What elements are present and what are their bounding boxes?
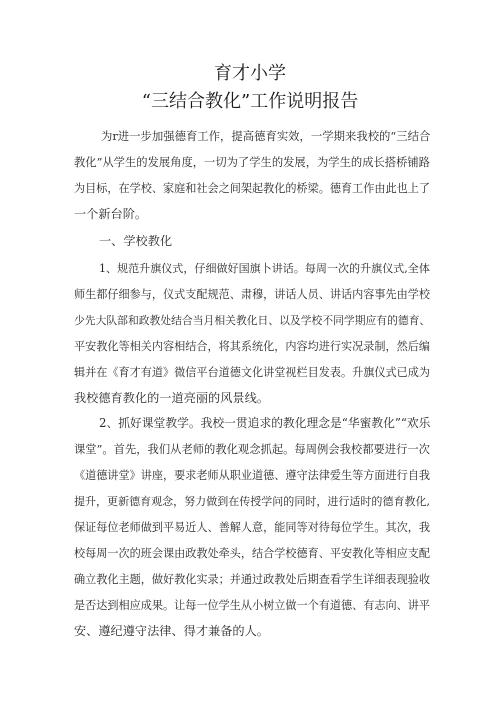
item2-line-9: 安、遵纪遵守法律、得才兼备的人。 xyxy=(74,624,269,638)
item2-line-8: 是否达到相应成果。让每一位学生从小树立做一个有道德、有志向、讲平 xyxy=(74,599,431,612)
report-title: “三结合教化”工作说明报告 xyxy=(141,91,359,112)
item1-line-5: 辑并在《育才有道》微信平台道德文化讲堂视栏目发表。升旗仪式已成为 xyxy=(74,366,431,379)
item1-line-3: 少先大队部和政教处结合当月相关教化日、以及学校不同学期应有的德育、 xyxy=(74,314,431,327)
intro-line-4: 一个新台阶。 xyxy=(74,207,148,221)
item1-line-6: 我校德育教化的一道亮丽的风景线。 xyxy=(74,391,269,405)
item2-line-6: 校每周一次的班会课由政教处牵头，结合学校德育、平安教化等相应支配 xyxy=(74,547,431,560)
intro-line-3: 为目标，在学校、家庭和社会之间架起教化的桥梁。德育工作由此也上了 xyxy=(74,182,431,195)
item1-line-2: 师生都仔细参与，仪式支配规范、肃穆，讲话人员、讲话内容事先由学校 xyxy=(74,288,431,301)
item1-line-4: 平安教化等相关内容相结合，将其系统化，内容均进行实况录制，然后编 xyxy=(74,340,431,353)
item2-line-3: 《道德讲堂》讲座，要求老师从职业道德、遵守法律爱生等方面进行自我 xyxy=(74,469,431,482)
item2-line-2: 课堂”。首先，我们从老师的教化观念抓起。每周例会我校都要进行一次 xyxy=(74,443,430,456)
item1-line-1: 1、规范升旗仪式，仔细做好国旗卜讲话。每周一次的升旗仪式,全体 xyxy=(99,262,430,275)
item2-line-7: 确立教化主题，做好教化实录；并通过政教处后期查看学生详细表现验收 xyxy=(74,573,431,586)
item2-line-4: 提升，更新德育观念，努力做到在传授学问的同时，进行适时的德育教化, xyxy=(74,495,431,508)
intro-line-2: 教化”从学生的发展角度，一切为了学生的发展，为学生的成长搭桥铺路 xyxy=(74,156,430,169)
item2-line-1: 2、抓好课堂教学。我校一贯追求的教化理念是“华蜜教化”“欢乐 xyxy=(99,416,431,430)
intro-line-1: 为r进一步加强德育工作，提高德育实效，一学期来我校的“三结合 xyxy=(101,129,431,143)
section-heading: 一、学校教化 xyxy=(99,234,173,248)
school-name: 育才小学 xyxy=(214,63,286,84)
item2-line-5: 保证每位老师做到平易近人、善解人意，能同等对待每位学生。其次，我 xyxy=(74,521,431,534)
